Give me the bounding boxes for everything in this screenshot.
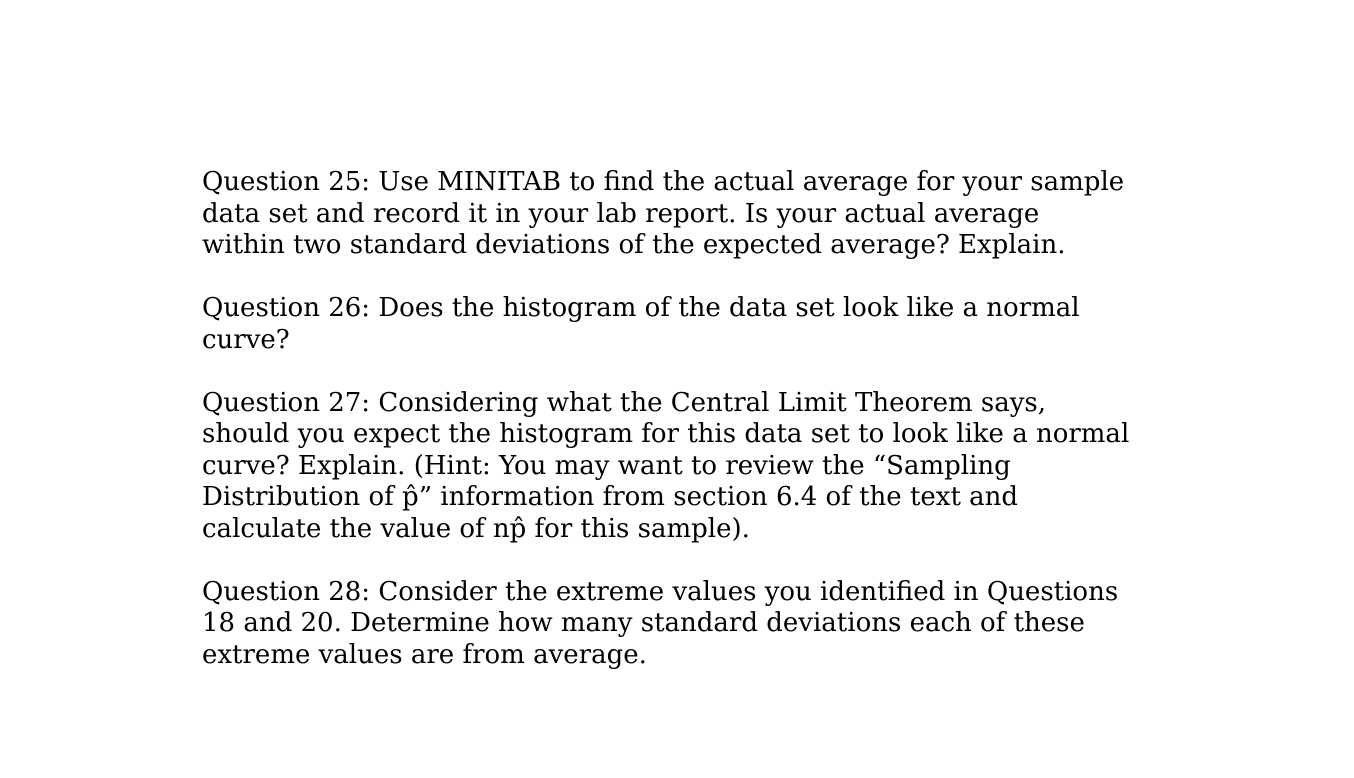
question-26	[202, 293, 1202, 356]
question-28	[202, 577, 1202, 672]
question-line: within two standard deviations of the expected average? Explain.	[202, 230, 1066, 260]
question-line: 18 and 20. Determine how many standard deviations each of these	[202, 608, 1085, 638]
question-line: Question 26: Does the histogram of the data set look like a normal	[202, 293, 1080, 323]
question-line: Question 27: Considering what the Central Limit Theorem says,	[202, 387, 1047, 418]
question-line: Question 28: Consider the extreme values you identified in Questions	[202, 576, 1119, 607]
question-line: Distribution of p̂” information from section 6.4 of the text and	[202, 482, 1019, 512]
question-line: curve? Explain. (Hint: You may want to review the “Sampling	[202, 450, 1011, 481]
question-line: Question 25: Use MINITAB to find the actual average for your sample	[202, 167, 1125, 197]
question-line: extreme values are from average.	[202, 639, 647, 670]
question-line: data set and record it in your lab report. Is your actual average	[202, 198, 1040, 229]
document-page	[202, 167, 1202, 703]
question-27	[202, 388, 1202, 546]
question-line: calculate the value of np̂ for this sample).	[202, 513, 750, 544]
question-line: curve?	[202, 324, 290, 355]
question-line: should you expect the histogram for this data set to look like a normal	[202, 419, 1130, 449]
question-25	[202, 167, 1202, 262]
